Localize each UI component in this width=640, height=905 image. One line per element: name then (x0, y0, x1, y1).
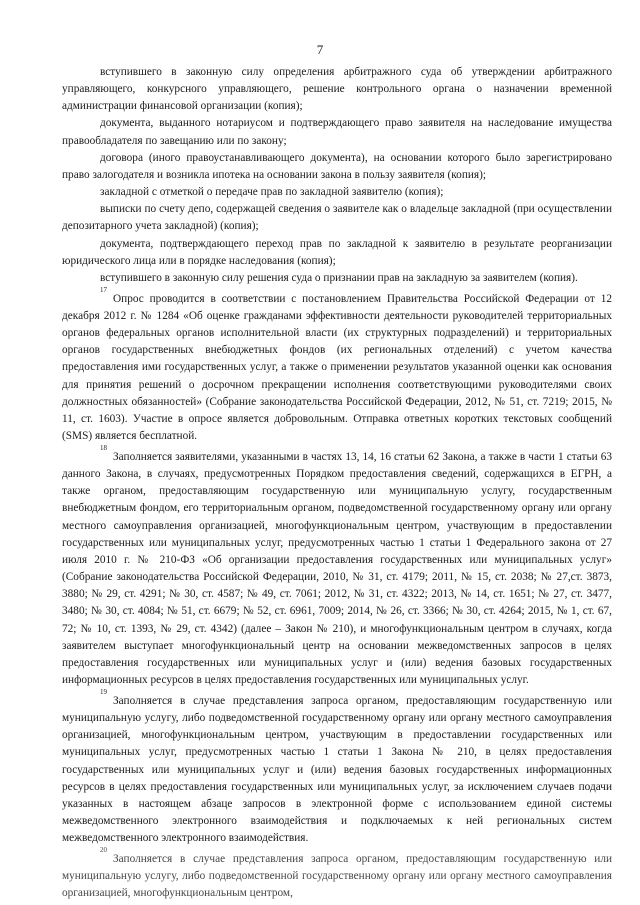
paragraph-text: документа, выданного нотариусом и подтверждающего право заявителя на наследование имущества правообладателя по завещанию или по закону; (62, 117, 612, 147)
footnote (62, 689, 612, 847)
footnote-text: Опрос проводится в соответствии с постановлением Правительства Российской Федерации от 12 декабря 2012 г. № 1284 «Об оценке гражданами эффективности деятельности руководителей территориальных органов федеральных органов исполнительной власти (их структурных подразделений) и территориальных органов государственных внебюджетных фондов (их региональных отделений) с учетом качества предоставления ими государственных услуг, а также о применении результатов указанной оценки как основания для принятия решений о досрочном прекращении исполнения соответствующими руководителями своих должностных обязанностей» (Собрание законодательства Российской Федерации, 2012, № 51, ст. 7219; 2015, № 11, ст. 1603). Участие в опросе является добровольным. Отправка ответных коротких текстовых сообщений (SMS) является бесплатной. (62, 292, 612, 443)
paragraph (62, 236, 612, 270)
paragraph-text: вступившего в законную силу решения суда о признании прав на закладную за заявителем (копия). (100, 271, 578, 284)
paragraph (62, 64, 612, 115)
footnote-number: 19 (100, 688, 107, 697)
paragraph-text: договора (иного правоустанавливающего документа), на основании которого было зарегистрировано право залогодателя и возникла ипотека на основании закона в пользу заявителя (копия); (62, 151, 612, 181)
footnote-text: Заполняется в случае представления запроса органом, предоставляющим государственную или муниципальную услугу, либо подведомственной государственному органу или органу местного самоуправления организацией, многофункциональным центром, (62, 853, 612, 900)
paragraph (62, 270, 612, 287)
footnote-number: 20 (100, 846, 107, 855)
footnote-text: Заполняется заявителями, указанными в частях 13, 14, 16 статьи 62 Закона, а также в части 1 статьи 63 данного Закона, в случаях, предусмотренных Порядком предоставления сведений, содержащихся в ЕГРН, а также органом, предоставляющим государственную или муниципальную услугу, государственным внебюджетным фондом, его территориальным органом, подведомственной государственному органу или органу местного самоуправления организацией, многофункциональным центром, участвующим в предоставлении государственных или муниципальных услуг, предусмотренных частью 1 статьи 1 Федерального закона от 27 июля 2010 г. № 210-ФЗ «Об организации предоставления государственных или муниципальных услуг» (Собрание законодательства Российской Федерации, 2010, № 31, ст. 4179; 2011, № 15, ст. 2038; № 27,ст. 3873, 3880; № 29, ст. 4291; № 30, ст. 4587; № 49, ст. 7061; 2012, № 31, ст. 4322; 2013, № 14, ст. 1651; № 27, ст. 3477, 3480; № 30, ст. 4084; № 51, ст. 6679; № 52, ст. 6961, 7009; 2014, № 26, ст. 3366; № 30, ст. 4264; 2015, № 1, ст. 67, 72; № 10, ст. 1393, № 29, ст. 4342) (далее – Закон № 210), и многофункциональным центром в случаях, когда заявителем выступает многофункциональный центр на основании межведомственных запросов в целях предоставления государственных или муниципальных услуг и (или) ведения базовых государственных информационных ресурсов в целях предоставления государственных или муниципальных услуг. (62, 450, 612, 686)
footnote (62, 445, 612, 689)
paragraph (62, 184, 612, 201)
paragraph (62, 201, 612, 235)
footnote (62, 847, 612, 902)
paragraph-text: выписки по счету депо, содержащей сведения о заявителе как о владельце закладной (при осуществлении депозитарного учета закладной) (копия); (62, 203, 612, 233)
paragraph (62, 115, 612, 149)
paragraph-text: вступившего в законную силу определения арбитражного суда об утверждении арбитражного управляющего, конкурсного управляющего, решение контрольного органа о назначении временной администрации финансовой организации (копия); (62, 66, 612, 113)
paragraph (62, 150, 612, 184)
paragraph-text: документа, подтверждающего переход прав по закладной к заявителю в результате реорганизации юридического лица или в порядке наследования (копия); (62, 237, 612, 267)
footnote-number: 18 (100, 444, 107, 453)
footnote (62, 287, 612, 445)
footnote-text: Заполняется в случае представления запроса органом, предоставляющим государственную или муниципальную услугу, либо подведомственной государственному органу или органу местного самоуправления организацией, многофункциональным центром, участвующим в предоставлении государственных или муниципальных услуг, предусмотренных частью 1 статьи 1 Закона № 210, в целях предоставления государственных или муниципальных услуг и (или) ведения базовых государственных информационных ресурсов в целях предоставления государственных или муниципальных услуг, за исключением случаев подачи указанных в настоящем абзаце запросов в электронной форме с использованием единой системы межведомственного электронного взаимодействия и подключаемых к ней региональных систем межведомственного электронного взаимодействия. (62, 694, 612, 845)
footnote-number: 17 (100, 286, 107, 295)
page-number: 7 (316, 42, 324, 57)
paragraph-text: закладной с отметкой о передаче прав по закладной заявителю (копия); (100, 186, 444, 199)
document-body (62, 64, 612, 903)
